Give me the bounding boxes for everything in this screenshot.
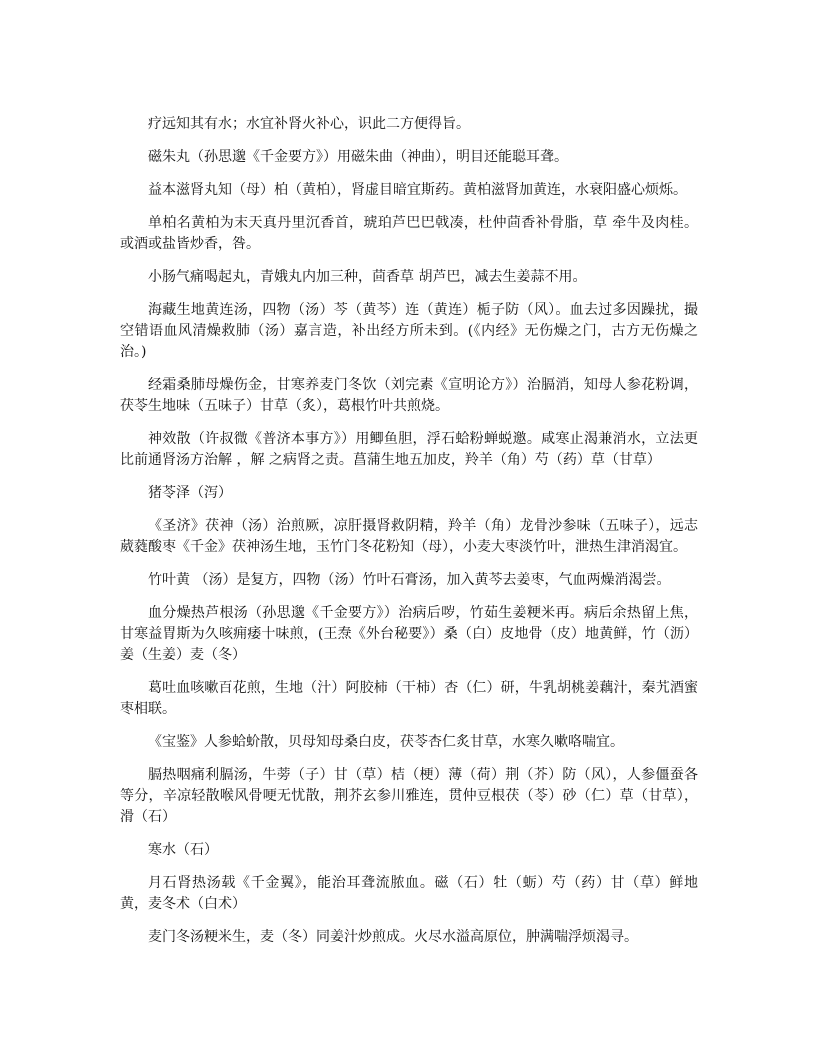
paragraph: 膈热咽痛利膈汤，牛蒡（子）甘（草）桔（梗）薄（荷）荆（芥）防（风），人参僵蚕各等分，辛凉轻散喉风骨哽无忧散，荆芥玄参川雅连，贯仲豆根茯（苓）砂（仁）草（甘草），滑（石）: [120, 767, 698, 825]
paragraph: 单柏名黄柏为末天真丹里沉香首，琥珀芦巴巴戟凑，杜仲茴香补骨脂，草 牵牛及肉桂。或酒或盐皆炒香，咎。: [120, 215, 698, 252]
paragraph: 葛吐血咳嗽百花煎，生地（汁）阿胶柿（干柿）杏（仁）研，牛乳胡桃姜藕汁，秦艽酒蜜枣相联。: [120, 680, 698, 717]
paragraph: 麦门冬汤粳米生，麦（冬）同姜汁炒煎成。火尽水溢高原位，肿满喘浮烦渴寻。: [148, 929, 638, 945]
paragraph: 磁朱丸（孙思邈《千金要方》）用磁朱曲（神曲），明目还能聪耳聋。: [148, 149, 568, 165]
paragraph: 《宝鉴》人参蛤蚧散，贝母知母桑白皮，茯苓杏仁炙甘草，水寒久嗽咯喘宜。: [148, 734, 624, 750]
paragraph: 小肠气痛喝起丸，青娥丸内加三种，茴香草 胡芦巴，减去生姜蒜不用。: [148, 269, 587, 285]
paragraph: 经霜桑肺母燥伤金，甘寒养麦门冬饮（刘完素《宣明论方》）治膈消，知母人参花粉调，茯苓生地味（五味子）甘草（炙），葛根竹叶共煎烧。: [120, 377, 698, 414]
paragraph: 海藏生地黄连汤，四物（汤）芩（黄芩）连（黄连）栀子防（风）。血去过多因躁扰，撮空错语血风清燥救肺（汤）嘉言造，补出经方所未到。(《内经》无伤燥之门，古方无伤燥之治。): [120, 302, 698, 360]
paragraph: 猪苓泽（泻）: [148, 485, 232, 501]
paragraph: 神效散（许叔微《普济本事方》）用鲫鱼胆，浮石蛤粉蝉蜕邀。咸寒止渴兼消水，立法更比前通肾汤方治解 ，解 之病肾之责。菖蒲生地五加皮，羚羊（角）芍（药）草（甘草）: [120, 431, 698, 468]
paragraph: 疗远知其有水；水宜补肾火补心，识此二方便得旨。: [148, 116, 470, 132]
paragraph: 月石肾热汤载《千金翼》，能治耳聋流脓血。磁（石）牡（蛎）芍（药）甘（草）鲜地黄，麦冬术（白术）: [120, 875, 698, 912]
paragraph: 竹叶黄 （汤）是复方，四物（汤）竹叶石膏汤，加入黄芩去姜枣，气血两燥消渴尝。: [148, 572, 671, 588]
paragraph: 《圣济》茯神（汤）治煎厥，凉肝摄肾救阴精，羚羊（角）龙骨沙参味（五味子），远志葳蕤酸枣《千金》茯神汤生地，玉竹门冬花粉知（母），小麦大枣淡竹叶，泄热生津消渴宜。: [120, 518, 698, 555]
paragraph: 血分燥热芦根汤（孙思邈《千金要方》）治病后哕，竹茹生姜粳米再。病后余热留上焦，甘寒益胃斯为久咳痈痿十味煎，(王焘《外台秘要》）桑（白）皮地骨（皮）地黄鲜，竹（沥）姜（生姜）麦（冬）: [120, 605, 698, 663]
document-page: [120, 114, 698, 960]
paragraph: 寒水（石）: [148, 842, 218, 858]
paragraph: 益本滋肾丸知（母）柏（黄柏），肾虚目暗宜斯药。黄柏滋肾加黄连，水衰阳盛心烦烁。: [148, 182, 687, 198]
